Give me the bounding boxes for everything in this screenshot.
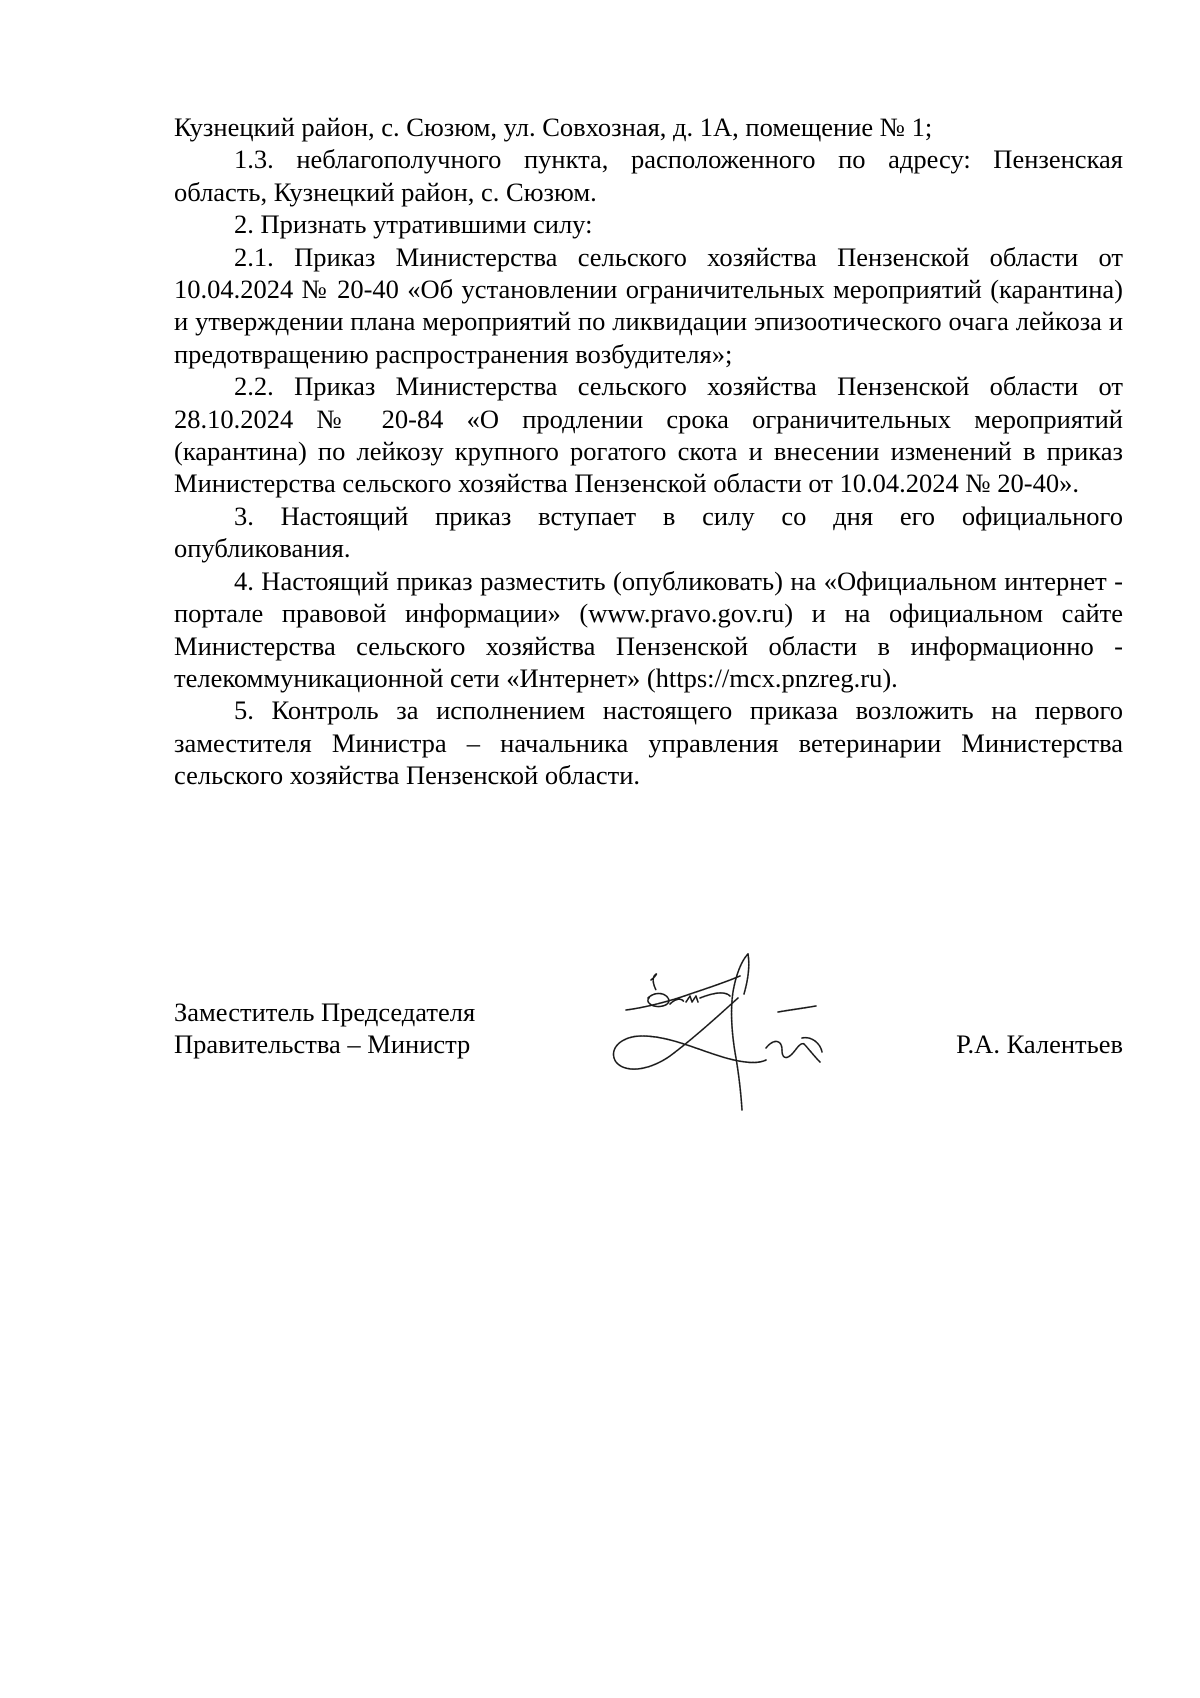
signature-strokes xyxy=(614,954,822,1110)
signer-position-line-2: Правительства – Министр xyxy=(174,1029,471,1060)
paragraph-4: 4. Настоящий приказ разместить (опубликовать) на «Официальном интернет - портале правовой информации» (www.pravo.gov.ru) и на официальном сайте Министерства сельского хозяйства Пензенской области в информационно - телекоммуникационной сети «Интернет» (https://mcx.pnzreg.ru). xyxy=(174,565,1123,693)
paragraph-5: 5. Контроль за исполнением настоящего приказа возложить на первого заместителя Министра – начальника управления ветеринарии Министерства сельского хозяйства Пензенской области. xyxy=(174,695,1123,791)
signer-position-line-1: Заместитель Председателя xyxy=(174,997,476,1027)
document-body xyxy=(174,111,1123,792)
paragraph-3: 3. Настоящий приказ вступает в силу со дня его официального опубликования. xyxy=(174,500,1123,564)
paragraph-2-2: 2.2. Приказ Министерства сельского хозяйства Пензенской области от 28.10.2024 № 20-84 «О продлении срока ограничительных мероприятий (карантина) по лейкозу крупного рогатого скота и внесении изменений в приказ Министерства сельского хозяйства Пензенской области от 10.04.2024 № 20-40». xyxy=(174,371,1123,499)
handwritten-signature xyxy=(598,946,838,1114)
signer-position xyxy=(174,996,534,1061)
paragraph-1-3: 1.3. неблагополучного пункта, расположенного по адресу: Пензенская область, Кузнецкий район, с. Сюзюм. xyxy=(174,144,1123,207)
paragraph-address-continuation: Кузнецкий район, с. Сюзюм, ул. Совхозная, д. 1А, помещение № 1; xyxy=(174,112,933,142)
signature-block xyxy=(174,996,1123,1136)
paragraph-2: 2. Признать утратившими силу: xyxy=(234,209,593,240)
signer-name: Р.А. Калентьев xyxy=(956,1029,1123,1059)
paragraph-2-1: 2.1. Приказ Министерства сельского хозяйства Пензенской области от 10.04.2024 № 20-40 «Об установлении ограничительных мероприятий (карантина) и утверждении плана мероприятий по ликвидации эпизоотического очага лейкоза и предотвращению распространения возбудителя»; xyxy=(174,241,1123,369)
